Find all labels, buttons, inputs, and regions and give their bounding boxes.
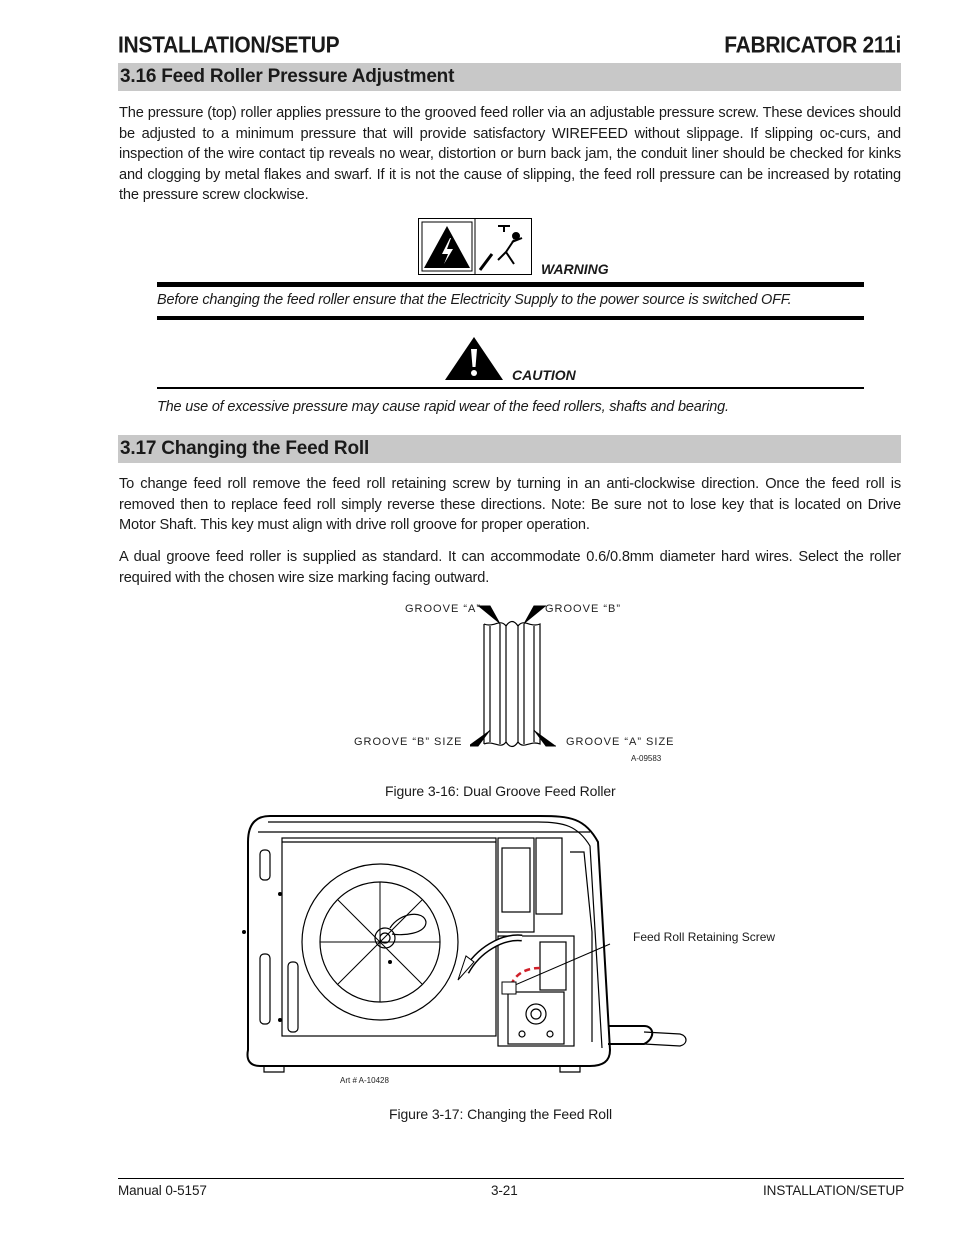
- figure-16-caption: Figure 3-16: Dual Groove Feed Roller: [385, 783, 616, 799]
- groove-a-size-label: GROOVE “A” SIZE: [566, 736, 675, 748]
- dual-groove-feed-roller-drawing: [470, 600, 560, 760]
- groove-a-label: GROOVE “A”: [405, 603, 482, 615]
- figure-16-art-number: A-09583: [631, 754, 662, 763]
- header-section-title: INSTALLATION/SETUP: [118, 32, 340, 58]
- section-3-17-title: 3.17 Changing the Feed Roll: [120, 438, 370, 459]
- warning-label: WARNING: [541, 261, 609, 277]
- feed-roll-retaining-screw-callout: Feed Roll Retaining Screw: [633, 930, 776, 944]
- machine-feed-roll-drawing: [240, 812, 700, 1074]
- section-3-16-title: 3.16 Feed Roller Pressure Adjustment: [120, 66, 455, 87]
- caution-label: CAUTION: [512, 367, 576, 383]
- groove-b-label: GROOVE “B”: [545, 603, 622, 615]
- section-3-17-heading: [118, 435, 901, 463]
- page-header: [118, 33, 901, 61]
- figure-17-art-number: Art # A-10428: [340, 1076, 389, 1085]
- section-3-17-para-2: A dual groove feed roller is supplied as standard. It can accommodate 0.6/0.8mm diameter hard wires. Select the roller required with the chosen wire size marking facing outward.: [119, 549, 901, 586]
- caution-rule: [157, 387, 864, 389]
- section-3-16-body: The pressure (top) roller applies pressure to the grooved feed roller via an adjustable pressure screw. These devices should be adjusted to a minimum pressure that will provide satisfactory WIREFEED without slippage. If slipping oc-curs, and inspection of the wire contact tip reveals no wear, distortion or burn back jam, the conduit liner should be checked for kinks and clogging by metal flakes and swarf. If it is not the cause of slipping, the feed roll pressure can be increased by rotating the pressure screw clockwise.: [119, 105, 901, 203]
- caution-text: The use of excessive pressure may cause rapid wear of the feed rollers, shafts and bearing.: [157, 399, 729, 415]
- header-product-name: FABRICATOR 211i: [724, 32, 901, 58]
- section-3-17-para-1: To change feed roll remove the feed roll retaining screw by turning in an anti-clockwise direction. Once the feed roll is removed then to replace feed roll simply reverse these directions. Note: Be sure not to lose key that is located on Drive Motor Shaft. This key must align with drive roll groove for proper operation.: [119, 476, 901, 533]
- footer-rule: [118, 1178, 904, 1179]
- footer-manual-number: Manual 0-5157: [118, 1183, 207, 1198]
- groove-b-size-label: GROOVE “B” SIZE: [354, 736, 463, 748]
- footer-section: INSTALLATION/SETUP: [763, 1183, 904, 1198]
- footer-page-number: 3-21: [491, 1183, 518, 1198]
- warning-electric-shock-icon: [418, 218, 532, 275]
- section-3-16-heading: [118, 63, 901, 91]
- warning-text: Before changing the feed roller ensure that the Electricity Supply to the power source is switched OFF.: [157, 292, 792, 308]
- figure-17-caption: Figure 3-17: Changing the Feed Roll: [389, 1106, 612, 1122]
- caution-exclamation-icon: [444, 336, 504, 381]
- warning-top-rule: [157, 282, 864, 287]
- warning-bottom-rule: [157, 316, 864, 320]
